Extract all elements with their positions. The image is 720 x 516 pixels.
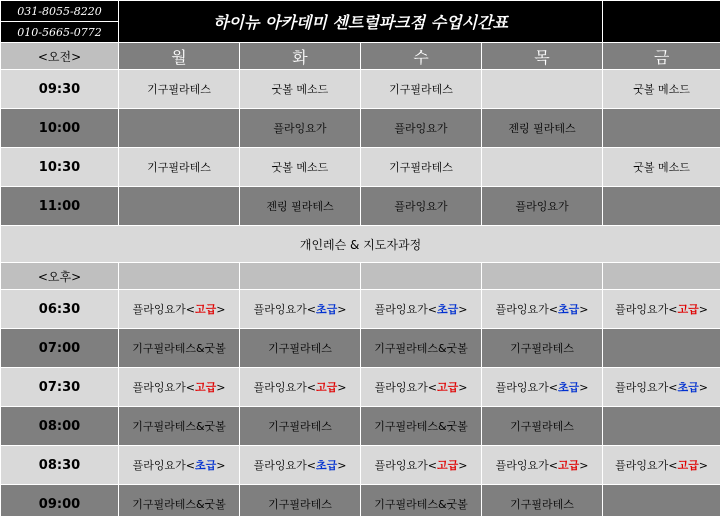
schedule-row [1, 485, 720, 516]
level-beginner: 초급 [315, 303, 338, 316]
class-cell [603, 407, 720, 446]
class-name-suffix: > [337, 459, 347, 472]
class-name: 플라잉요가< [374, 303, 437, 316]
class-name-suffix: > [458, 459, 468, 472]
class-name: 기구필라테스 [510, 498, 574, 511]
class-cell [603, 187, 720, 226]
class-name: 플라잉요가< [374, 459, 437, 472]
class-cell [119, 407, 240, 446]
class-cell: 굿볼 메소드 [240, 70, 361, 109]
class-cell [603, 329, 720, 368]
class-name-suffix: > [337, 303, 347, 316]
level-beginner: 초급 [315, 459, 338, 472]
class-cell [240, 368, 361, 407]
afternoon-header-blank-cell [240, 263, 361, 290]
class-name: 기구필라테스 [268, 498, 332, 511]
afternoon-period-label: <오후> [1, 263, 119, 290]
class-cell [482, 329, 603, 368]
afternoon-header-blank-cell [482, 263, 603, 290]
class-name: 기구필라테스&굿볼 [374, 498, 468, 511]
morning-period-label: <오전> [1, 43, 119, 70]
level-advanced: 고급 [557, 459, 580, 472]
level-beginner: 초급 [436, 303, 459, 316]
class-name-suffix: > [698, 459, 708, 472]
header-blank-cell [603, 1, 720, 43]
class-cell: 굿볼 메소드 [603, 148, 720, 187]
class-cell: 기구필라테스 [119, 148, 240, 187]
class-name: 기구필라테스 [510, 420, 574, 433]
afternoon-header-blank-cell [361, 263, 482, 290]
class-cell [119, 290, 240, 329]
level-advanced: 고급 [677, 303, 699, 316]
level-advanced: 고급 [194, 303, 217, 316]
class-cell [482, 368, 603, 407]
morning-day-header-row [1, 43, 720, 70]
class-cell [119, 485, 240, 516]
class-cell [240, 407, 361, 446]
time-cell: 11:00 [1, 187, 119, 226]
class-cell: 플라잉요가 [482, 187, 603, 226]
level-advanced: 고급 [677, 459, 699, 472]
class-name: 플라잉요가< [132, 381, 195, 394]
class-cell [361, 407, 482, 446]
schedule-row [1, 407, 720, 446]
class-cell [603, 485, 720, 516]
schedule-row [1, 290, 720, 329]
class-name: 플라잉요가< [495, 459, 558, 472]
schedule-row [1, 148, 720, 187]
class-cell [482, 407, 603, 446]
class-cell [240, 485, 361, 516]
class-cell: 기구필라테스 [119, 70, 240, 109]
class-cell [482, 70, 603, 109]
schedule-row [1, 446, 720, 485]
class-name: 기구필라테스&굿볼 [374, 420, 468, 433]
class-cell [119, 446, 240, 485]
class-cell [603, 290, 720, 329]
level-beginner: 초급 [677, 381, 699, 394]
phone-number-2: 010-5665-0772 [1, 22, 119, 43]
class-cell [119, 187, 240, 226]
schedule-row [1, 329, 720, 368]
level-advanced: 고급 [194, 381, 217, 394]
class-name: 플라잉요가< [253, 459, 316, 472]
class-name: 기구필라테스 [510, 342, 574, 355]
class-cell: 굿볼 메소드 [603, 70, 720, 109]
class-cell [240, 290, 361, 329]
time-cell: 10:00 [1, 109, 119, 148]
class-cell [603, 446, 720, 485]
class-name: 기구필라테스&굿볼 [132, 498, 226, 511]
class-cell [603, 109, 720, 148]
class-name: 기구필라테스&굿볼 [132, 420, 226, 433]
class-cell [361, 329, 482, 368]
class-cell: 젠링 필라테스 [482, 109, 603, 148]
time-cell: 07:30 [1, 368, 119, 407]
class-cell [482, 485, 603, 516]
class-name: 플라잉요가< [495, 303, 558, 316]
class-cell: 굿볼 메소드 [240, 148, 361, 187]
class-name-suffix: > [458, 381, 468, 394]
time-cell: 07:00 [1, 329, 119, 368]
class-name: 플라잉요가< [615, 303, 678, 316]
class-name: 플라잉요가< [495, 381, 558, 394]
day-header-thu: 목 [482, 43, 603, 70]
schedule-row [1, 109, 720, 148]
personal-lesson-label: 개인레슨 & 지도자과정 [1, 226, 720, 263]
afternoon-header-blank-cell [603, 263, 720, 290]
class-name-suffix: > [579, 381, 589, 394]
class-cell [361, 485, 482, 516]
class-name: 기구필라테스 [268, 420, 332, 433]
time-cell: 08:30 [1, 446, 119, 485]
class-name-suffix: > [458, 303, 468, 316]
class-name: 플라잉요가< [132, 303, 195, 316]
time-cell: 09:30 [1, 70, 119, 109]
class-cell: 젠링 필라테스 [240, 187, 361, 226]
class-name: 기구필라테스&굿볼 [132, 342, 226, 355]
level-advanced: 고급 [436, 459, 459, 472]
day-header-mon: 월 [119, 43, 240, 70]
class-name-suffix: > [337, 381, 347, 394]
day-header-wed: 수 [361, 43, 482, 70]
class-cell [603, 368, 720, 407]
class-name: 플라잉요가< [374, 381, 437, 394]
phone-number-1: 031-8055-8220 [1, 1, 119, 22]
class-cell: 플라잉요가 [361, 187, 482, 226]
day-header-fri: 금 [603, 43, 720, 70]
class-cell [482, 446, 603, 485]
class-name-suffix: > [216, 381, 226, 394]
class-cell: 기구필라테스 [361, 70, 482, 109]
level-beginner: 초급 [557, 381, 580, 394]
class-name-suffix: > [698, 303, 708, 316]
class-name: 플라잉요가< [615, 459, 678, 472]
time-cell: 08:00 [1, 407, 119, 446]
schedule-row [1, 368, 720, 407]
class-name: 플라잉요가< [132, 459, 195, 472]
time-cell: 06:30 [1, 290, 119, 329]
afternoon-header-row [1, 263, 720, 290]
class-name-suffix: > [216, 459, 226, 472]
level-beginner: 초급 [557, 303, 580, 316]
class-cell: 플라잉요가 [361, 109, 482, 148]
class-name-suffix: > [216, 303, 226, 316]
class-cell [119, 329, 240, 368]
level-advanced: 고급 [436, 381, 459, 394]
class-cell [240, 329, 361, 368]
class-cell: 기구필라테스 [361, 148, 482, 187]
class-name: 기구필라테스&굿볼 [374, 342, 468, 355]
class-cell [482, 148, 603, 187]
time-cell: 10:30 [1, 148, 119, 187]
class-name-suffix: > [579, 459, 589, 472]
level-beginner: 초급 [194, 459, 217, 472]
class-name: 플라잉요가< [253, 381, 316, 394]
class-cell [361, 290, 482, 329]
class-cell [361, 368, 482, 407]
class-cell [240, 446, 361, 485]
class-name: 플라잉요가< [615, 381, 678, 394]
class-name: 플라잉요가< [253, 303, 316, 316]
day-header-tue: 화 [240, 43, 361, 70]
afternoon-header-blank-cell [119, 263, 240, 290]
class-name-suffix: > [698, 381, 708, 394]
level-advanced: 고급 [315, 381, 338, 394]
personal-lesson-row [1, 226, 720, 263]
schedule-row [1, 187, 720, 226]
page-title: 하이뉴 아카데미 센트럴파크점 수업시간표 [119, 1, 603, 43]
class-cell: 플라잉요가 [240, 109, 361, 148]
class-cell [119, 368, 240, 407]
schedule-row [1, 70, 720, 109]
class-name-suffix: > [579, 303, 589, 316]
class-cell [361, 446, 482, 485]
class-cell [482, 290, 603, 329]
class-name: 기구필라테스 [268, 342, 332, 355]
time-cell: 09:00 [1, 485, 119, 516]
class-cell [119, 109, 240, 148]
